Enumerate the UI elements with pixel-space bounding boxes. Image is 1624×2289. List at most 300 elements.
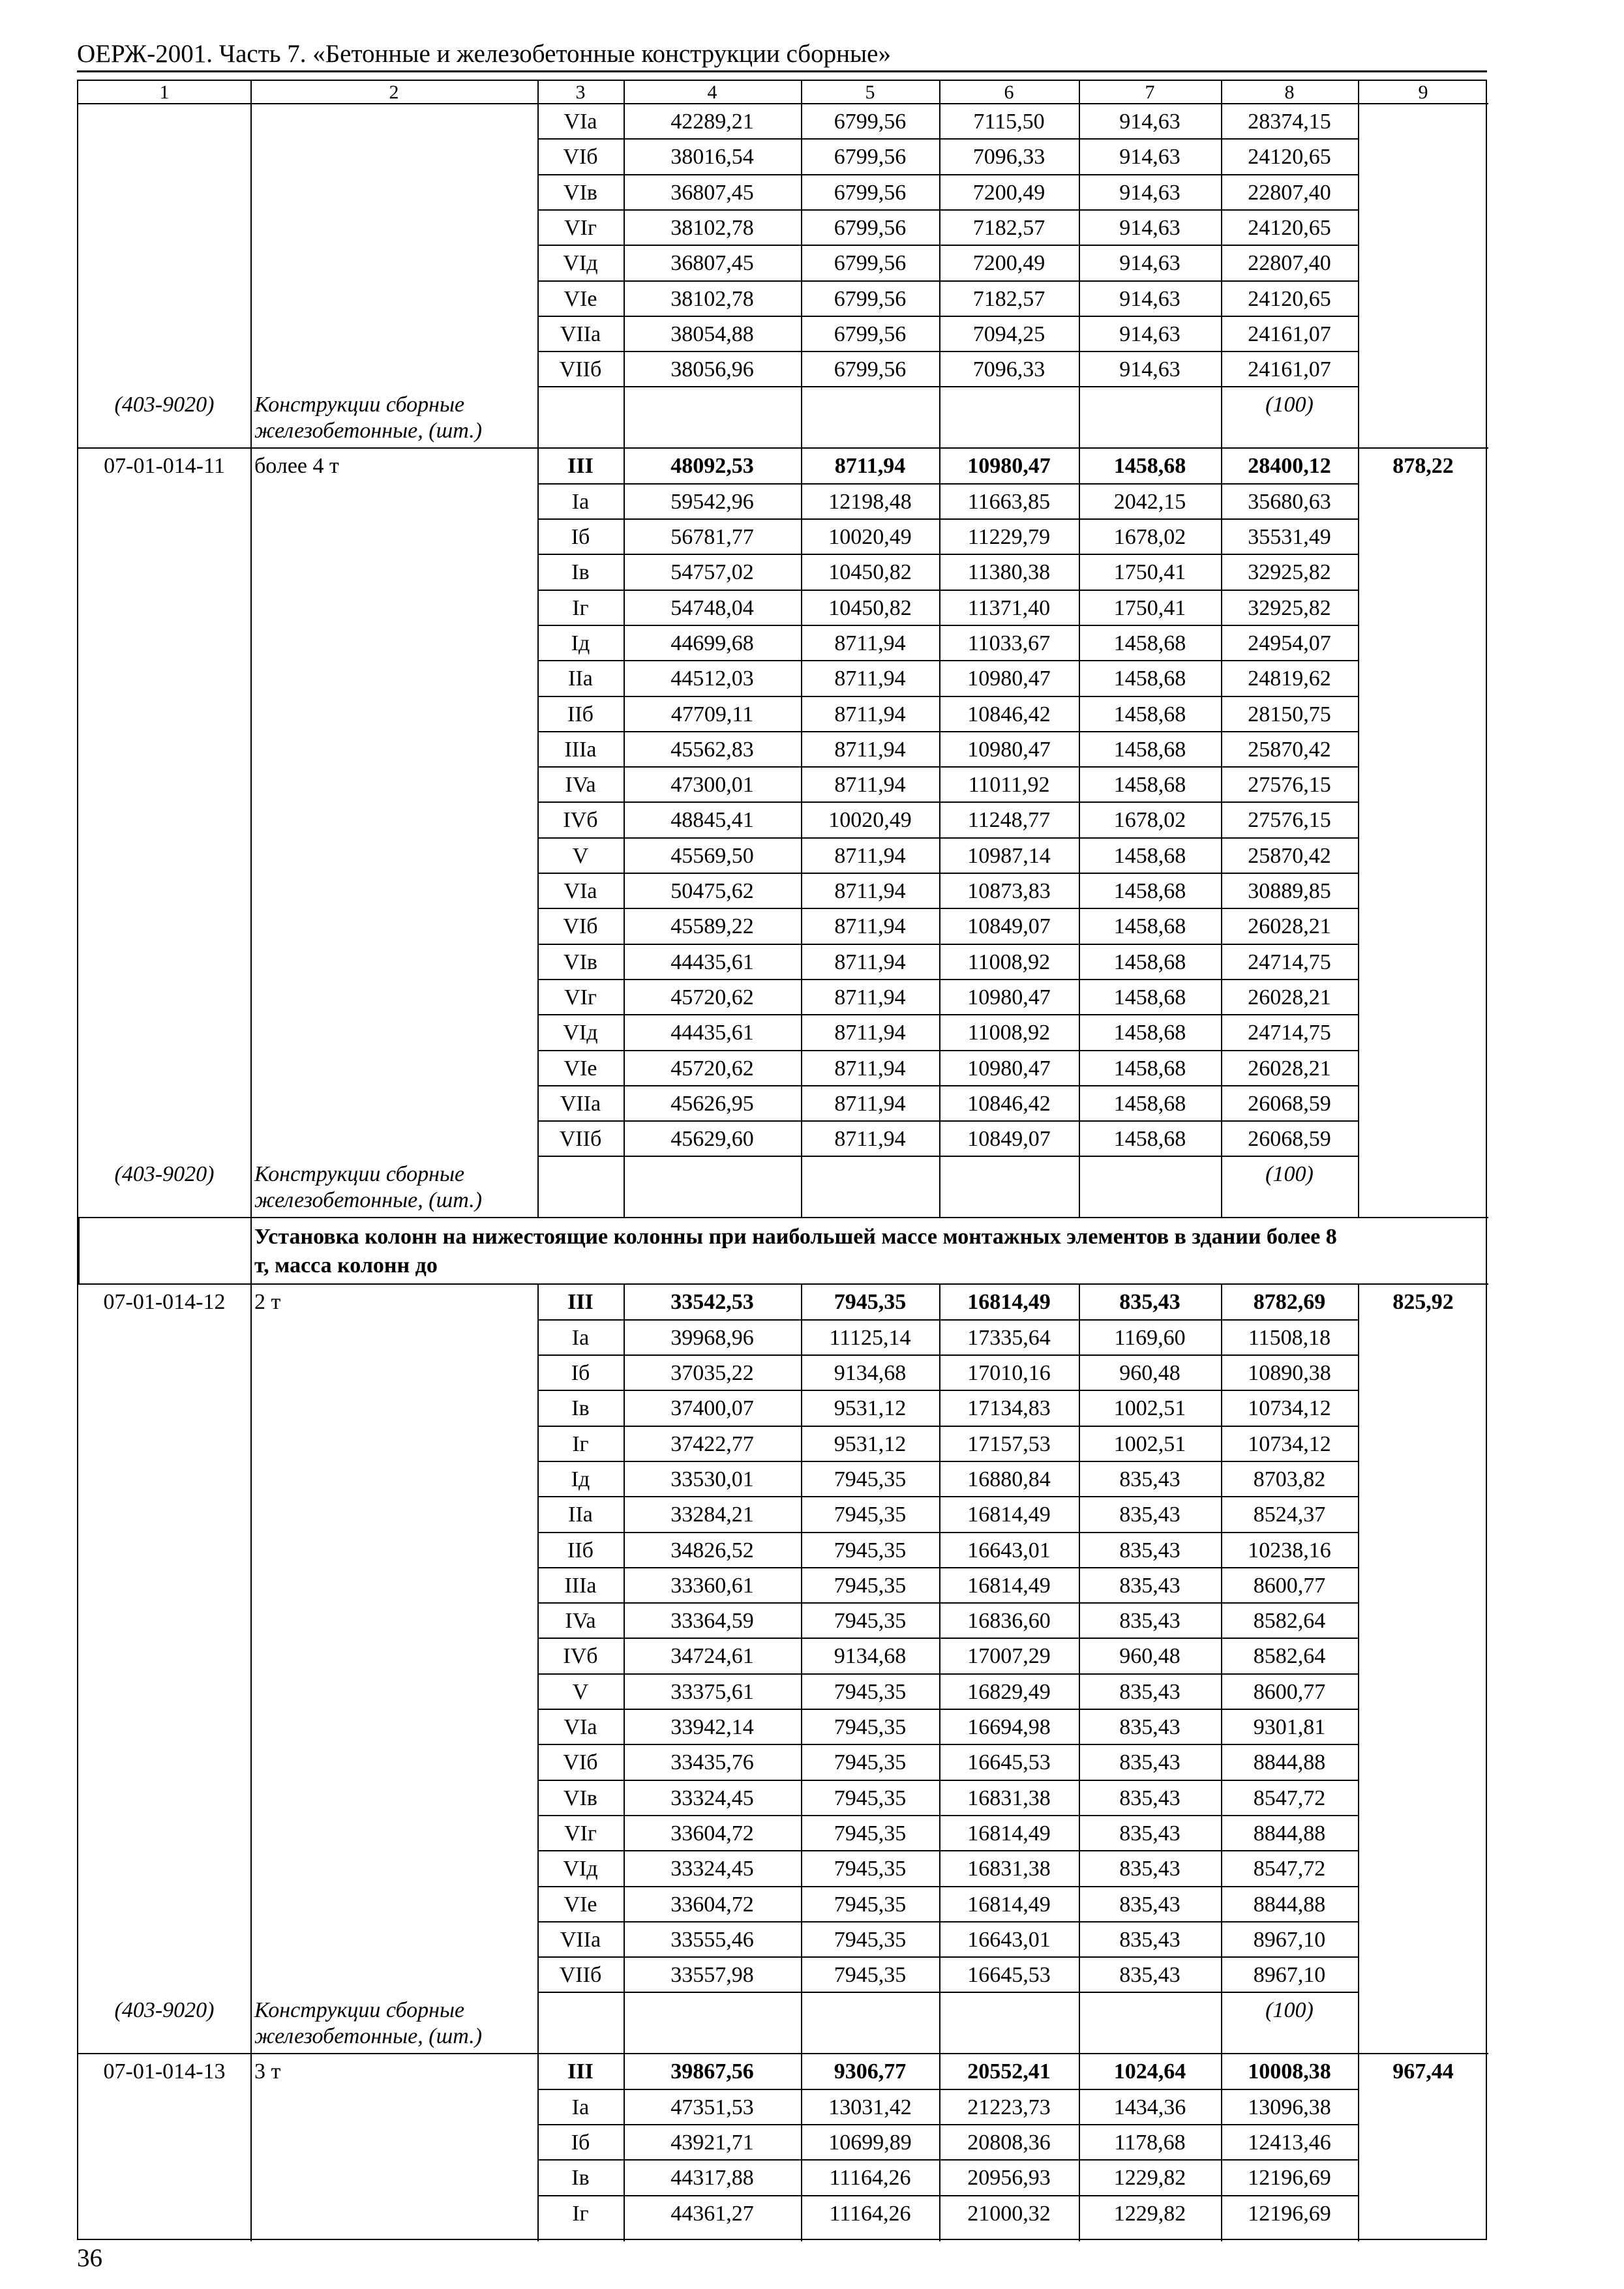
price-cell: 835,43 — [1119, 1715, 1180, 1739]
column-header-3: 3 — [575, 82, 586, 103]
region-code-cell: Iд — [571, 631, 590, 655]
price-cell: 33375,61 — [670, 1679, 754, 1704]
price-cell: 8711,94 — [834, 843, 906, 868]
column-divider — [1358, 1283, 1359, 2241]
row-divider — [537, 1992, 1358, 1993]
price-cell: 16831,38 — [967, 1857, 1051, 1881]
price-cell: 7945,35 — [834, 1538, 907, 1563]
row-divider — [537, 1567, 1358, 1568]
price-cell: 44512,03 — [670, 666, 754, 691]
row-divider — [537, 2195, 1358, 2196]
price-cell: 45629,60 — [670, 1127, 754, 1152]
price-cell: 8711,94 — [834, 1091, 906, 1116]
price-cell: 7945,35 — [834, 1715, 907, 1739]
price-cell: 42289,21 — [670, 110, 754, 134]
price-cell: 35680,63 — [1248, 489, 1331, 514]
price-cell: 9301,81 — [1253, 1715, 1326, 1739]
column-divider — [624, 81, 625, 1217]
row-divider — [537, 731, 1358, 732]
column-divider — [1221, 81, 1222, 1217]
price-cell: 835,43 — [1119, 1290, 1180, 1315]
price-cell: 34826,52 — [670, 1538, 754, 1563]
row-divider — [537, 1461, 1358, 1462]
price-cell: 8711,94 — [834, 985, 906, 1010]
price-cell: 1458,68 — [1113, 1091, 1186, 1116]
price-cell: 11008,92 — [967, 950, 1051, 974]
region-code-cell: VIa — [564, 879, 597, 903]
price-cell: 1750,41 — [1113, 560, 1186, 585]
price-cell: 10734,12 — [1248, 1431, 1331, 1456]
price-cell: 11008,92 — [967, 1021, 1051, 1045]
price-cell: 16645,53 — [967, 1963, 1051, 1988]
row-divider — [537, 1390, 1358, 1391]
row-divider — [537, 2089, 1358, 2090]
price-cell: 44435,61 — [670, 1021, 754, 1045]
price-cell: 7945,35 — [834, 1963, 907, 1988]
price-cell: 6799,56 — [834, 251, 907, 276]
price-cell: 26028,21 — [1248, 1056, 1331, 1081]
price-cell: 1024,64 — [1113, 2059, 1186, 2084]
price-cell: 24120,65 — [1248, 145, 1331, 170]
region-code-cell: IVa — [565, 1609, 596, 1634]
price-cell: 11164,26 — [829, 2201, 911, 2226]
rates-table — [77, 80, 1487, 2240]
region-code-cell: IIIa — [564, 737, 597, 762]
price-cell: 1229,82 — [1113, 2166, 1186, 2191]
price-cell: 48092,53 — [670, 454, 754, 479]
price-cell: 33604,72 — [670, 1892, 754, 1917]
price-cell: 33555,46 — [670, 1927, 754, 1952]
price-cell: 11248,77 — [967, 808, 1051, 833]
region-code-cell: VIг — [564, 985, 597, 1010]
price-cell: 1458,68 — [1113, 1021, 1186, 1045]
row-divider — [537, 766, 1358, 768]
price-cell: 8967,10 — [1253, 1927, 1326, 1952]
price-cell: 16829,49 — [967, 1679, 1051, 1704]
row-divider — [537, 1921, 1358, 1922]
price-cell: 10980,47 — [967, 1056, 1051, 1081]
rate-code: 07-01-014-11 — [104, 454, 225, 479]
price-cell: 10980,47 — [967, 985, 1051, 1010]
price-cell: 50475,62 — [670, 879, 754, 903]
row-divider — [78, 2053, 1488, 2054]
row-divider — [537, 1426, 1358, 1427]
region-code-cell: IIa — [568, 1503, 593, 1527]
material-code: (403-9020) — [114, 1998, 215, 2023]
price-cell: 7945,35 — [834, 1679, 907, 1704]
price-cell: 8547,72 — [1253, 1786, 1326, 1810]
price-cell: 45626,95 — [670, 1091, 754, 1116]
price-cell: 835,43 — [1119, 1503, 1180, 1527]
row-divider — [537, 386, 1358, 387]
price-cell: 1229,82 — [1113, 2201, 1186, 2226]
price-cell: 11663,85 — [967, 489, 1051, 514]
price-cell: 17335,64 — [967, 1325, 1051, 1350]
price-cell: 26028,21 — [1248, 914, 1331, 939]
price-cell: 8711,94 — [834, 1021, 906, 1045]
price-cell: 44361,27 — [670, 2201, 754, 2226]
labor-cost: 967,44 — [1392, 2059, 1454, 2084]
region-code-cell: IIб — [567, 1538, 594, 1563]
region-code-cell: IIб — [567, 702, 594, 726]
price-cell: 45720,62 — [670, 1056, 754, 1081]
price-cell: 7200,49 — [972, 251, 1045, 276]
region-code-cell: VIe — [564, 1056, 597, 1081]
price-cell: 10849,07 — [967, 914, 1051, 939]
region-code-cell: IIIa — [564, 1573, 597, 1598]
row-divider — [78, 447, 1488, 449]
row-divider — [537, 660, 1358, 661]
rate-name: более 4 т — [254, 454, 339, 479]
price-cell: 1678,02 — [1113, 808, 1186, 833]
price-cell: 54748,04 — [670, 595, 754, 620]
region-code-cell: Iг — [572, 2201, 589, 2226]
price-cell: 8711,94 — [834, 879, 906, 903]
price-cell: 914,63 — [1119, 357, 1180, 382]
row-divider — [537, 908, 1358, 909]
price-cell: 22807,40 — [1248, 180, 1331, 205]
price-cell: 24120,65 — [1248, 286, 1331, 311]
region-code-cell: Iг — [572, 1431, 589, 1456]
price-cell: 1678,02 — [1113, 525, 1186, 549]
region-code-cell: VIIб — [559, 1963, 602, 1988]
price-cell: 7945,35 — [834, 1857, 907, 1881]
row-divider — [537, 979, 1358, 980]
column-divider — [801, 1283, 802, 2241]
price-cell: 37422,77 — [670, 1431, 754, 1456]
price-cell: 1458,68 — [1113, 950, 1186, 974]
price-cell: 10699,89 — [828, 2131, 912, 2155]
price-cell: 10980,47 — [967, 454, 1051, 479]
price-cell: 7182,57 — [972, 215, 1045, 240]
material-name: Конструкции сборные — [254, 1162, 465, 1187]
price-cell: 27576,15 — [1248, 808, 1331, 833]
price-cell: 7945,35 — [834, 1927, 907, 1952]
price-cell: 9306,77 — [834, 2059, 907, 2084]
price-cell: 1458,68 — [1113, 631, 1186, 655]
price-cell: 48845,41 — [670, 808, 754, 833]
price-cell: 13096,38 — [1248, 2095, 1331, 2119]
row-divider — [537, 1956, 1358, 1958]
column-header-1: 1 — [159, 82, 170, 103]
price-cell: 10846,42 — [967, 1091, 1051, 1116]
price-cell: 8600,77 — [1253, 1679, 1326, 1704]
region-code-cell: VIe — [564, 286, 597, 311]
row-divider — [537, 1354, 1358, 1356]
price-cell: 835,43 — [1119, 1892, 1180, 1917]
row-divider — [78, 1217, 1488, 1218]
price-cell: 6799,56 — [834, 110, 907, 134]
price-cell: 1458,68 — [1113, 1056, 1186, 1081]
price-cell: 11371,40 — [967, 595, 1051, 620]
column-divider — [1358, 81, 1359, 1217]
price-cell: 34724,61 — [670, 1644, 754, 1669]
price-cell: 8711,94 — [834, 666, 906, 691]
price-cell: 7945,35 — [834, 1573, 907, 1598]
price-cell: 44435,61 — [670, 950, 754, 974]
material-unit: железобетонные, (шт.) — [254, 2024, 483, 2049]
price-cell: 12198,48 — [828, 489, 912, 514]
price-cell: 1178,68 — [1114, 2131, 1186, 2155]
price-cell: 33942,14 — [670, 1715, 754, 1739]
price-cell: 1458,68 — [1113, 702, 1186, 726]
price-cell: 7096,33 — [972, 357, 1045, 382]
price-cell: 7096,33 — [972, 145, 1045, 170]
price-cell: 17010,16 — [967, 1361, 1051, 1385]
price-cell: 54757,02 — [670, 560, 754, 585]
price-cell: 26068,59 — [1248, 1091, 1331, 1116]
row-divider — [537, 801, 1358, 803]
row-divider — [78, 1283, 1488, 1285]
price-cell: 1458,68 — [1113, 914, 1186, 939]
price-cell: 8967,10 — [1253, 1963, 1326, 1988]
price-cell: 1750,41 — [1113, 595, 1186, 620]
column-header-5: 5 — [865, 82, 875, 103]
price-cell: 37035,22 — [670, 1361, 754, 1385]
price-cell: 835,43 — [1119, 1963, 1180, 1988]
price-cell: 17134,83 — [967, 1396, 1051, 1421]
row-divider — [537, 1602, 1358, 1604]
price-cell: 16645,53 — [967, 1750, 1051, 1775]
price-cell: 35531,49 — [1248, 525, 1331, 549]
price-cell: 10849,07 — [967, 1127, 1051, 1152]
region-code-cell: VIв — [564, 1786, 597, 1810]
price-cell: 16814,49 — [967, 1290, 1051, 1315]
price-cell: 835,43 — [1119, 1857, 1180, 1881]
price-cell: 24161,07 — [1248, 357, 1331, 382]
price-cell: 7182,57 — [972, 286, 1045, 311]
header-rule — [77, 70, 1487, 72]
price-cell: 1458,68 — [1113, 879, 1186, 903]
price-cell: 8600,77 — [1253, 1573, 1326, 1598]
column-divider — [1221, 1283, 1222, 2241]
price-cell: 30889,85 — [1248, 879, 1331, 903]
price-cell: 20808,36 — [967, 2131, 1051, 2155]
price-cell: 835,43 — [1119, 1609, 1180, 1634]
price-cell: 33284,21 — [670, 1503, 754, 1527]
price-cell: 33557,98 — [670, 1963, 754, 1988]
price-cell: 8711,94 — [834, 737, 906, 762]
region-code-cell: VIIa — [560, 322, 601, 346]
material-name: Конструкции сборные — [254, 1998, 465, 2023]
row-divider — [537, 2124, 1358, 2125]
price-cell: 24714,75 — [1248, 1021, 1331, 1045]
price-cell: 16880,84 — [967, 1467, 1051, 1491]
material-quantity: (100) — [1265, 393, 1314, 417]
price-cell: 33364,59 — [670, 1609, 754, 1634]
material-code: (403-9020) — [114, 393, 215, 417]
price-cell: 16814,49 — [967, 1892, 1051, 1917]
price-cell: 8582,64 — [1253, 1609, 1326, 1634]
price-cell: 8711,94 — [834, 454, 906, 479]
price-cell: 10450,82 — [828, 560, 912, 585]
region-code-cell: III — [567, 1290, 594, 1315]
price-cell: 8711,94 — [834, 1127, 906, 1152]
price-cell: 38102,78 — [670, 286, 754, 311]
price-cell: 24714,75 — [1248, 950, 1331, 974]
price-cell: 28374,15 — [1248, 110, 1331, 134]
price-cell: 33324,45 — [670, 1857, 754, 1881]
rate-name: 2 т — [254, 1290, 281, 1315]
price-cell: 914,63 — [1119, 251, 1180, 276]
price-cell: 32925,82 — [1248, 560, 1331, 585]
price-cell: 44317,88 — [670, 2166, 754, 2191]
price-cell: 11508,18 — [1248, 1325, 1331, 1350]
row-divider — [537, 1085, 1358, 1086]
column-divider — [537, 1283, 539, 2241]
region-code-cell: VIд — [563, 1021, 598, 1045]
region-code-cell: VIв — [564, 180, 597, 205]
price-cell: 835,43 — [1119, 1467, 1180, 1491]
row-divider — [537, 174, 1358, 175]
price-cell: 26028,21 — [1248, 985, 1331, 1010]
price-cell: 914,63 — [1119, 286, 1180, 311]
price-cell: 10987,14 — [967, 843, 1051, 868]
column-header-2: 2 — [389, 82, 399, 103]
price-cell: 10238,16 — [1248, 1538, 1331, 1563]
price-cell: 16814,49 — [967, 1821, 1051, 1846]
region-code-cell: Iв — [571, 1396, 590, 1421]
price-cell: 59542,96 — [670, 489, 754, 514]
price-cell: 10890,38 — [1248, 1361, 1331, 1385]
region-code-cell: VIa — [564, 110, 597, 134]
price-cell: 2042,15 — [1113, 489, 1186, 514]
price-cell: 11011,92 — [968, 773, 1050, 798]
price-cell: 16643,01 — [967, 1927, 1051, 1952]
row-divider — [537, 554, 1358, 555]
row-divider — [537, 209, 1358, 211]
price-cell: 835,43 — [1119, 1927, 1180, 1952]
price-cell: 16836,60 — [967, 1609, 1051, 1634]
column-divider — [1079, 81, 1080, 1217]
row-divider — [537, 518, 1358, 520]
region-code-cell: VIIб — [559, 357, 602, 382]
region-code-cell: VIг — [564, 215, 597, 240]
price-cell: 39867,56 — [670, 2059, 754, 2084]
region-code-cell: VIв — [564, 950, 597, 974]
row-divider — [537, 1886, 1358, 1887]
price-cell: 12196,69 — [1248, 2201, 1331, 2226]
row-divider — [537, 1532, 1358, 1533]
price-cell: 33324,45 — [670, 1786, 754, 1810]
region-code-cell: VIд — [563, 1857, 598, 1881]
price-cell: 8711,94 — [834, 631, 906, 655]
region-code-cell: VIIб — [559, 1127, 602, 1152]
price-cell: 10734,12 — [1248, 1396, 1331, 1421]
region-code-cell: VIIa — [560, 1091, 601, 1116]
page-title: ОЕРЖ-2001. Часть 7. «Бетонные и железобетонные конструкции сборные» — [77, 40, 891, 68]
price-cell: 33360,61 — [670, 1573, 754, 1598]
row-divider — [537, 873, 1358, 874]
price-cell: 8711,94 — [834, 702, 906, 726]
region-code-cell: V — [572, 843, 589, 868]
region-code-cell: Iб — [571, 1361, 590, 1385]
price-cell: 1169,60 — [1114, 1325, 1186, 1350]
price-cell: 8703,82 — [1253, 1467, 1326, 1491]
price-cell: 45589,22 — [670, 914, 754, 939]
price-cell: 9134,68 — [834, 1361, 907, 1385]
region-code-cell: VIe — [564, 1892, 597, 1917]
region-code-cell: VIб — [563, 914, 598, 939]
price-cell: 21000,32 — [967, 2201, 1051, 2226]
region-code-cell: VIг — [564, 1821, 597, 1846]
column-header-6: 6 — [1004, 82, 1014, 103]
price-cell: 37400,07 — [670, 1396, 754, 1421]
price-cell: 1458,68 — [1113, 773, 1186, 798]
price-cell: 10020,49 — [828, 808, 912, 833]
price-cell: 12413,46 — [1248, 2131, 1331, 2155]
price-cell: 38102,78 — [670, 215, 754, 240]
price-cell: 1002,51 — [1113, 1396, 1186, 1421]
material-quantity: (100) — [1265, 1162, 1314, 1187]
price-cell: 11229,79 — [967, 525, 1051, 549]
price-cell: 7945,35 — [834, 1786, 907, 1810]
price-cell: 9531,12 — [834, 1431, 907, 1456]
price-cell: 45562,83 — [670, 737, 754, 762]
price-cell: 7945,35 — [834, 1892, 907, 1917]
rate-name: 3 т — [254, 2059, 281, 2084]
column-header-7: 7 — [1145, 82, 1155, 103]
price-cell: 1458,68 — [1113, 843, 1186, 868]
price-cell: 1458,68 — [1113, 666, 1186, 691]
price-cell: 28150,75 — [1248, 702, 1331, 726]
price-cell: 914,63 — [1119, 110, 1180, 134]
price-cell: 11164,26 — [829, 2166, 911, 2191]
price-cell: 8844,88 — [1253, 1821, 1326, 1846]
price-cell: 24954,07 — [1248, 631, 1331, 655]
region-code-cell: III — [567, 454, 594, 479]
price-cell: 835,43 — [1119, 1538, 1180, 1563]
price-cell: 7115,50 — [973, 110, 1045, 134]
price-cell: 10873,83 — [967, 879, 1051, 903]
price-cell: 25870,42 — [1248, 737, 1331, 762]
price-cell: 7945,35 — [834, 1821, 907, 1846]
price-cell: 8844,88 — [1253, 1750, 1326, 1775]
price-cell: 6799,56 — [834, 322, 907, 346]
price-cell: 21223,73 — [967, 2095, 1051, 2119]
region-code-cell: IVa — [565, 773, 596, 798]
row-divider — [537, 625, 1358, 626]
price-cell: 960,48 — [1119, 1644, 1180, 1669]
column-divider — [78, 1217, 80, 1283]
column-divider — [250, 1217, 252, 1283]
material-name: Конструкции сборные — [254, 393, 465, 417]
price-cell: 835,43 — [1119, 1750, 1180, 1775]
row-divider — [537, 696, 1358, 697]
price-cell: 38016,54 — [670, 145, 754, 170]
price-cell: 45569,50 — [670, 843, 754, 868]
column-divider — [624, 1283, 625, 2241]
price-cell: 32925,82 — [1248, 595, 1331, 620]
price-cell: 38056,96 — [670, 357, 754, 382]
price-cell: 33435,76 — [670, 1750, 754, 1775]
price-cell: 24120,65 — [1248, 215, 1331, 240]
region-code-cell: Iг — [572, 595, 589, 620]
row-divider — [537, 1120, 1358, 1122]
price-cell: 835,43 — [1119, 1786, 1180, 1810]
page-number: 36 — [77, 2244, 102, 2272]
price-cell: 16831,38 — [967, 1786, 1051, 1810]
price-cell: 24161,07 — [1248, 322, 1331, 346]
price-cell: 7200,49 — [972, 180, 1045, 205]
price-cell: 17157,53 — [967, 1431, 1051, 1456]
region-code-cell: VIб — [563, 145, 598, 170]
price-cell: 10008,38 — [1248, 2059, 1331, 2084]
price-cell: 8524,37 — [1253, 1503, 1326, 1527]
price-cell: 39968,96 — [670, 1325, 754, 1350]
region-code-cell: IIa — [568, 666, 593, 691]
price-cell: 8711,94 — [834, 914, 906, 939]
